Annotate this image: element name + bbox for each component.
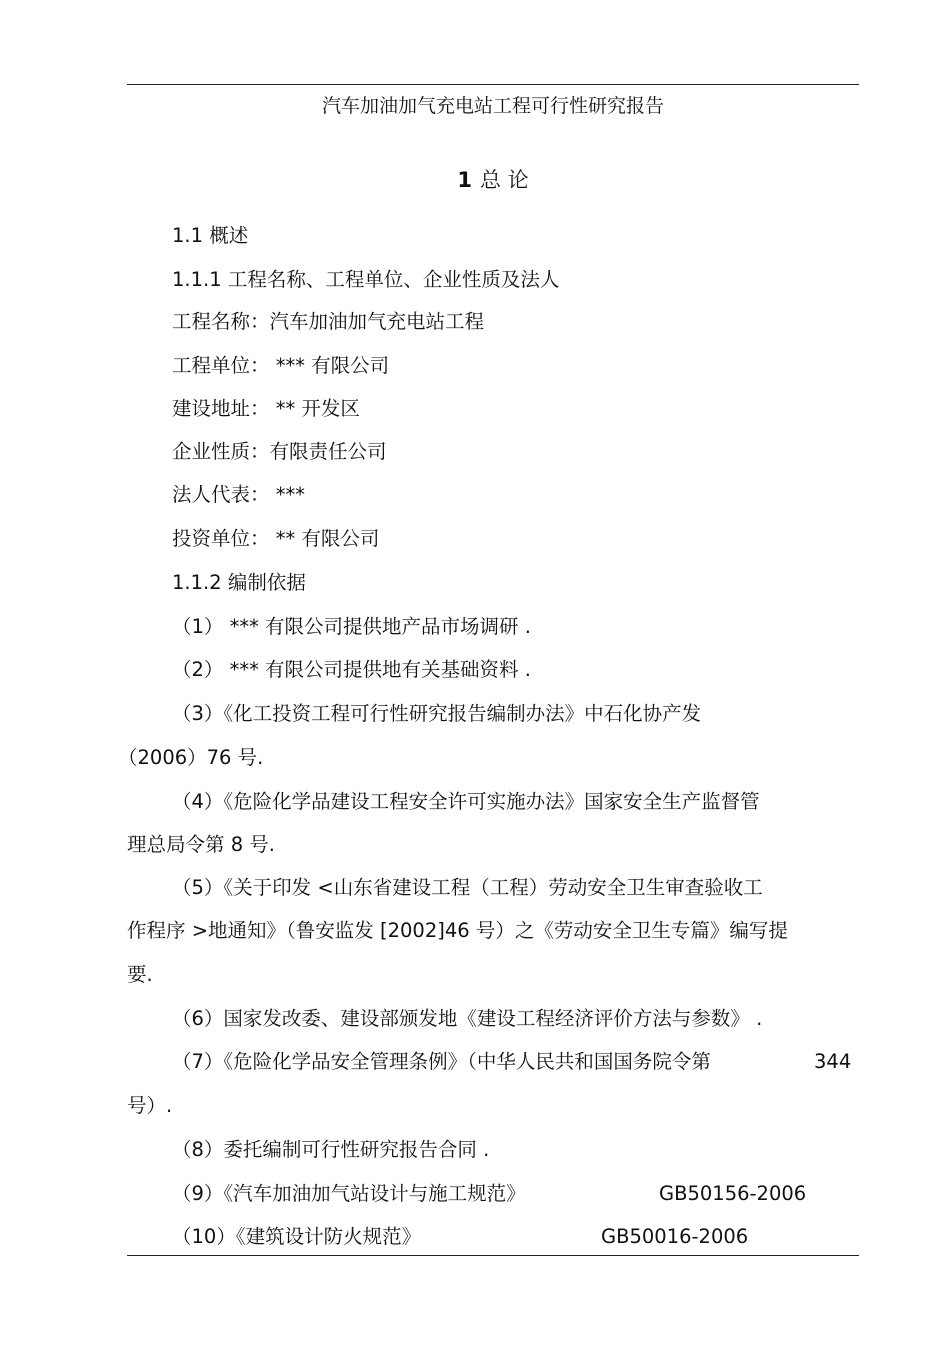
basis-item-10-code: GB50016-2006 [601, 1225, 749, 1248]
basis-item-7-decree-number: 344 [814, 1050, 852, 1073]
basis-item-9-code: GB50156-2006 [659, 1182, 807, 1205]
basis-item-5-line-3: 要. [127, 963, 153, 986]
basis-item-6: （6）国家发改委、建设部颁发地《建设工程经济评价方法与参数》 . [172, 1007, 763, 1030]
header-rule [127, 84, 859, 85]
enterprise-type: 企业性质：有限责任公司 [172, 440, 387, 463]
basis-item-8: （8）委托编制可行性研究报告合同 . [172, 1138, 490, 1161]
basis-item-7-line-2: 号）. [127, 1094, 173, 1117]
basis-item-3-line-2: （2006）76 号. [118, 746, 264, 769]
chapter-number: 1 [457, 168, 472, 192]
basis-item-2: （2） *** 有限公司提供地有关基础资料 . [172, 658, 531, 681]
project-name: 工程名称：汽车加油加气充电站工程 [172, 310, 485, 333]
running-header: 汽车加油加气充电站工程可行性研究报告 [321, 95, 664, 117]
basis-item-9: （9）《汽车加油加气站设计与施工规范》 [172, 1182, 526, 1205]
chapter-title [127, 167, 859, 193]
footer-rule [127, 1255, 859, 1256]
investor-unit: 投资单位： ** 有限公司 [172, 527, 380, 550]
project-unit: 工程单位： *** 有限公司 [172, 354, 390, 377]
section-heading-1-1-2: 1.1.2 编制依据 [172, 571, 306, 594]
basis-item-1: （1） *** 有限公司提供地产品市场调研 . [172, 615, 531, 638]
basis-item-5-line-1: （5）《关于印发 <山东省建设工程（工程）劳动安全卫生审查验收工 [172, 876, 763, 899]
section-heading-1-1: 1.1 概述 [172, 224, 249, 247]
basis-item-3-line-1: （3）《化工投资工程可行性研究报告编制办法》中石化协产发 [172, 702, 702, 725]
basis-item-4-line-1: （4）《危险化学品建设工程安全许可实施办法》国家安全生产监督管 [172, 790, 760, 813]
site-address: 建设地址： ** 开发区 [172, 397, 360, 420]
basis-item-7-line-1: （7）《危险化学品安全管理条例》（中华人民共和国国务院令第 [172, 1050, 711, 1073]
section-heading-1-1-1: 1.1.1 工程名称、工程单位、企业性质及法人 [172, 268, 560, 291]
basis-item-10: （10）《建筑设计防火规范》 [172, 1225, 422, 1248]
chapter-name: 总 论 [479, 168, 529, 192]
basis-item-4-line-2: 理总局令第 8 号. [127, 833, 276, 856]
legal-representative: 法人代表： *** [172, 483, 305, 506]
basis-item-5-line-2: 作程序 >地通知》（鲁安监发 [2002]46 号）之《劳动安全卫生专篇》编写提 [127, 919, 788, 942]
